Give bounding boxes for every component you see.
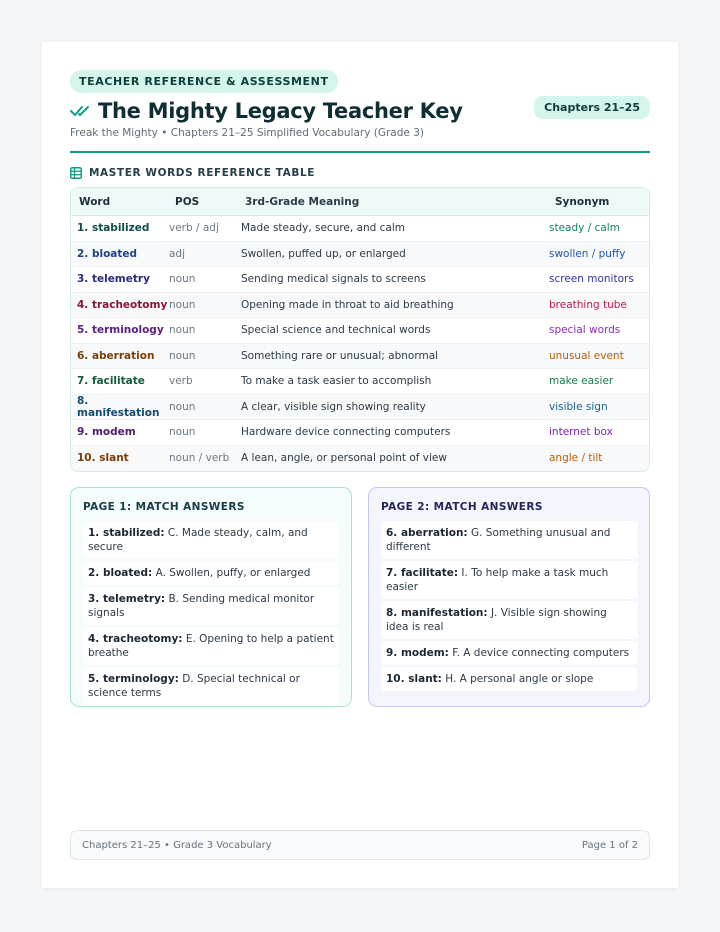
cell-meaning: Opening made in throat to aid breathing [241,298,454,311]
reference-section-title: MASTER WORDS REFERENCE TABLE [89,167,316,179]
answer-term: 6. aberration: [386,527,468,539]
title-row [70,99,650,123]
cell-synonym: angle / tilt [549,452,603,465]
table-body [71,216,649,471]
answer-text: D. Special technical or science terms [88,673,300,699]
answer-text: E. Opening to help a patient breathe [88,633,334,659]
answer-text: C. Made steady, calm, and secure [88,527,308,553]
footer-page-number: Page 1 of 2 [581,839,638,851]
answer-item [83,667,339,705]
column-header-synonym: Synonym [555,195,610,208]
cell-pos: noun [169,400,196,413]
table-row [71,369,649,395]
table-row [71,344,649,370]
page2-answer-box [368,487,650,707]
reference-table [70,187,650,472]
answer-text: G. Something unusual and different [386,527,611,553]
cell-word: 10. slant [77,452,129,465]
page1-answer-title: PAGE 1: MATCH ANSWERS [83,501,245,513]
answer-term: 10. slant: [386,673,442,685]
answer-text: F. A device connecting computers [448,647,630,659]
answer-text: I. To help make a task much easier [386,567,609,593]
cell-pos: noun [169,298,196,311]
cell-word: 9. modem [77,426,136,439]
answer-term: 8. manifestation: [386,607,488,619]
answer-item [83,521,339,559]
table-row [71,318,649,344]
cell-synonym: internet box [549,426,613,439]
table-row [71,293,649,319]
cell-word: 1. stabilized [77,222,150,235]
answer-text: H. A personal angle or slope [441,673,594,685]
cell-meaning: Swollen, puffed up, or enlarged [241,247,406,260]
answer-item [381,667,637,691]
header-badge: TEACHER REFERENCE & ASSESSMENT [70,70,338,93]
cell-meaning: Something rare or unusual; abnormal [241,349,439,362]
answer-item [381,641,637,665]
answer-section [70,487,650,707]
cell-synonym: steady / calm [549,222,620,235]
title-group [70,99,463,123]
double-check-icon [70,103,92,119]
column-header-meaning: 3rd-Grade Meaning [245,195,360,208]
page-title: The Mighty Legacy Teacher Key [98,99,463,123]
cell-pos: noun / verb [169,452,230,465]
cell-word: 7. facilitate [77,375,145,388]
cell-meaning: Made steady, secure, and calm [241,222,406,235]
answer-term: 7. facilitate: [386,567,459,579]
cell-pos: adj [169,247,186,260]
cell-synonym: visible sign [549,400,608,413]
cell-meaning: A lean, angle, or personal point of view [241,452,447,465]
cell-synonym: breathing tube [549,298,627,311]
answer-text: J. Visible sign showing idea is real [386,607,607,633]
cell-synonym: make easier [549,375,614,388]
cell-word: 5. terminology [77,324,164,337]
answer-item [83,627,339,665]
table-icon [70,167,82,179]
answer-item [381,521,637,559]
cell-meaning: Special science and technical words [241,324,431,337]
table-row [71,267,649,293]
cell-pos: verb / adj [169,222,219,235]
reference-section-heading [70,167,650,179]
cell-meaning: To make a task easier to accomplish [241,375,432,388]
answer-term: 9. modem: [386,647,449,659]
answer-item [381,601,637,639]
cell-meaning: Hardware device connecting computers [241,426,451,439]
cell-word: 2. bloated [77,247,138,260]
page2-answer-title: PAGE 2: MATCH ANSWERS [381,501,543,513]
page1-answer-box [70,487,352,707]
cell-word: 3. telemetry [77,273,150,286]
answer-item [83,561,339,585]
cell-pos: noun [169,324,196,337]
answer-term: 4. tracheotomy: [88,633,183,645]
cell-pos: noun [169,426,196,439]
cell-synonym: unusual event [549,349,624,362]
cell-meaning: Sending medical signals to screens [241,273,426,286]
table-row [71,242,649,268]
table-row [71,395,649,421]
cell-pos: verb [169,375,193,388]
cell-synonym: special words [549,324,621,337]
table-header-row [71,188,649,216]
page-footer [70,830,650,860]
page1-answer-list [83,521,339,705]
cell-synonym: swollen / puffy [549,247,626,260]
answer-term: 2. bloated: [88,567,153,579]
table-row [71,216,649,242]
column-header-word: Word [79,195,111,208]
footer-course-label: Chapters 21–25 • Grade 3 Vocabulary [82,839,272,851]
page-subtitle: Freak the Mighty • Chapters 21–25 Simplified Vocabulary (Grade 3) [70,127,424,139]
worksheet-page [42,42,678,888]
cell-word: 8. manifestation [77,394,160,419]
answer-text: A. Swollen, puffy, or enlarged [152,567,311,579]
cell-pos: noun [169,273,196,286]
answer-term: 1. stabilized: [88,527,165,539]
table-row [71,446,649,472]
cell-synonym: screen monitors [549,273,634,286]
header-divider [70,151,650,153]
page2-answer-list [381,521,637,691]
chapters-pill: Chapters 21–25 [534,96,650,119]
answer-item [83,587,339,625]
answer-term: 5. terminology: [88,673,179,685]
cell-pos: noun [169,349,196,362]
cell-meaning: A clear, visible sign showing reality [241,400,426,413]
column-header-pos: POS [175,195,200,208]
cell-word: 4. tracheotomy [77,298,168,311]
answer-term: 3. telemetry: [88,593,166,605]
answer-text: B. Sending medical monitor signals [88,593,315,619]
cell-word: 6. aberration [77,349,155,362]
table-row [71,420,649,446]
answer-item [381,561,637,599]
